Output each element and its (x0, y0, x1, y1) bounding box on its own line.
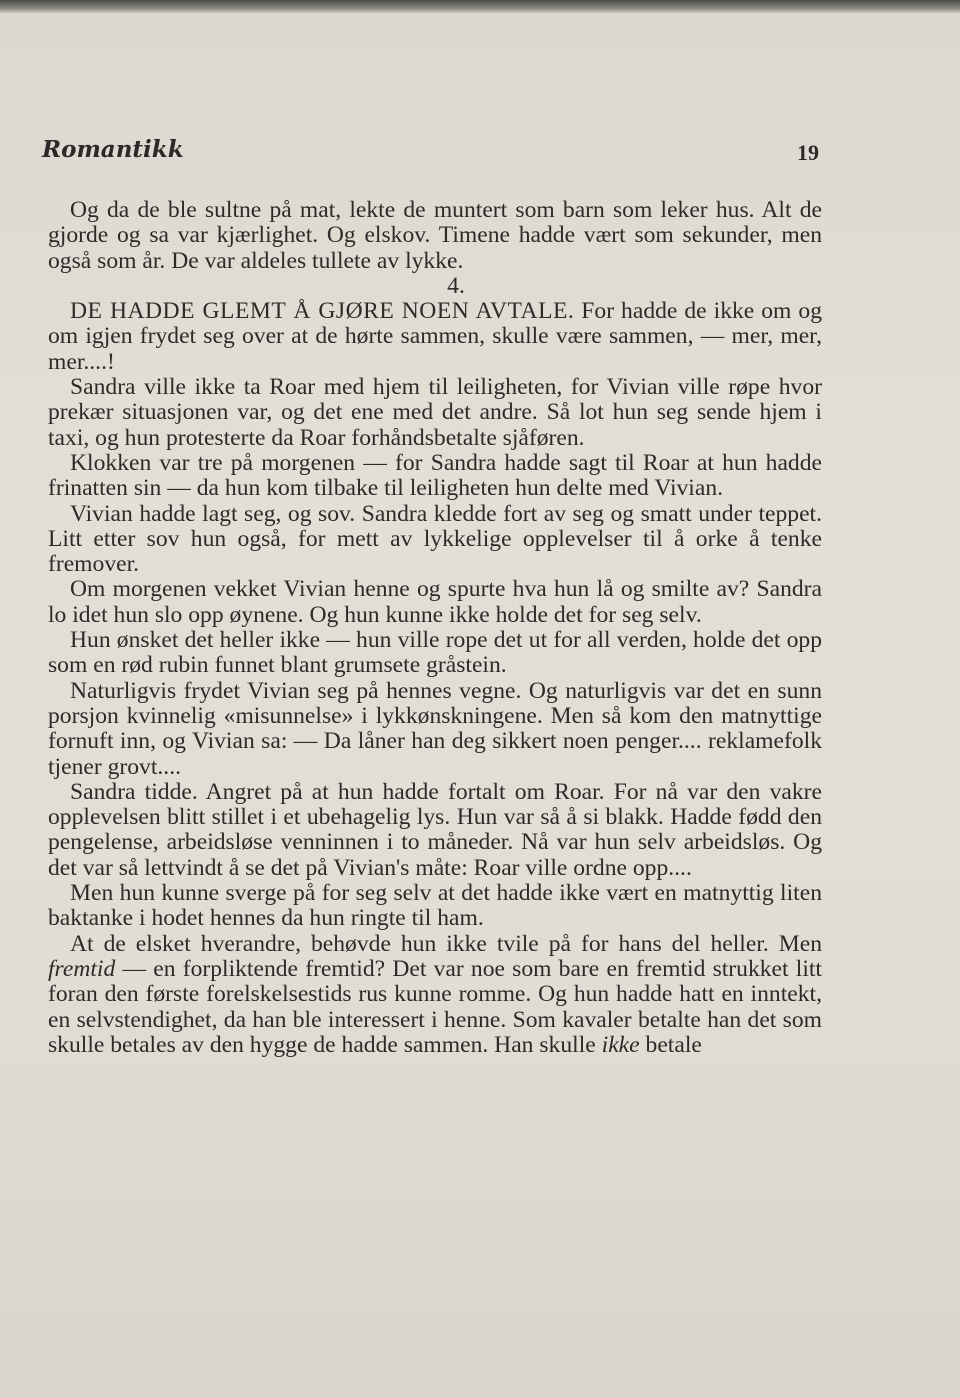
paragraph: Sandra ville ikke ta Roar med hjem til leiligheten, for Vivian ville røpe hvor prekær situasjonen var, og det ene med det andre. Så lot hun seg sende hjem i taxi, og hun protesterte da Roar forhåndsbetalte sjåføren. (48, 374, 822, 451)
paragraph: Hun ønsket det heller ikke — hun ville rope det ut for all verden, holde det opp som en rød rubin funnet blant grumsete gråstein. (48, 627, 822, 679)
paragraph (48, 299, 822, 375)
scan-top-edge (0, 0, 960, 14)
paragraph: Men hun kunne sverge på for seg selv at det hadde ikke vært en matnyttig liten baktanke i hodet hennes da hun ringte til ham. (48, 880, 822, 932)
paragraph-text: For hadde de ikke om og om igjen frydet seg over at de hørte sammen, skulle være sammen, — mer, mer, mer....! (48, 298, 822, 375)
paragraph (48, 932, 822, 1058)
section-number: 4. (447, 272, 465, 299)
running-head: Romantikk (42, 136, 184, 163)
emphasis: ikke (601, 1031, 640, 1058)
paragraph: Sandra tidde. Angret på at hun hadde fortalt om Roar. For nå var den vakre opplevelsen blitt stillet i et ubehagelig lys. Hun var så å si blakk. Hadde fødd den pengelense, arbeidsløse venninnen i to måneder. Nå var hun selv arbeidsløs. Og det var så lettvindt å se det på Vivian's måte: Roar ville ordne opp.... (48, 778, 822, 881)
paragraph: Naturligvis frydet Vivian seg på hennes vegne. Og naturligvis var det en sunn porsjon kvinnelig «misunnelse» i lykkønskningene. Men så kom den matnyttige fornuft inn, og Vivian sa: — Da låner han deg sikkert noen penger.... reklamefolk tjener grovt.... (48, 677, 822, 780)
paragraph: Om morgenen vekket Vivian henne og spurte hva hun lå og smilte av? Sandra lo idet hun slo opp øynene. Og hun kunne ikke holde det for seg selv. (48, 576, 822, 628)
paragraph: Klokken var tre på morgenen — for Sandra hadde sagt til Roar at hun hadde frinatten sin — da hun kom tilbake til leiligheten hun delte med Vivian. (48, 449, 822, 502)
paragraph: Og da de ble sultne på mat, lekte de muntert som barn som leker hus. Alt de gjorde og sa var kjærlighet. Og elskov. Timene hadde vært som sekunder, men også som år. De var aldeles tullete av lykke. (48, 197, 822, 274)
paragraph-text: At de elsket hverandre, behøvde hun ikke tvile på for hans del heller. Men (70, 930, 822, 957)
emphasis: fremtid (48, 955, 116, 982)
paragraph-text: — en forpliktende fremtid? Det var noe som bare en fremtid strukket litt foran den første forelskelsestids rus kunne romme. Og hun hadde hatt en inntekt, en selvstendighet, da han ble interessert i henne. Som kavaler betalte han det som skulle betales av den hygge de hadde sammen. Han skulle (48, 955, 822, 1058)
paragraph: Vivian hadde lagt seg, og sov. Sandra kledde fort av seg og smatt under teppet. Litt etter sov hun også, for mett av lykkelige opplevelser til å orke å tenke fremover. (48, 500, 822, 578)
section-opening-caps: DE HADDE GLEMT Å GJØRE NOEN AVTALE. (70, 298, 575, 325)
body-text (48, 198, 822, 1058)
paragraph-text: betale (639, 1031, 702, 1058)
page-number: 19 (797, 140, 819, 165)
